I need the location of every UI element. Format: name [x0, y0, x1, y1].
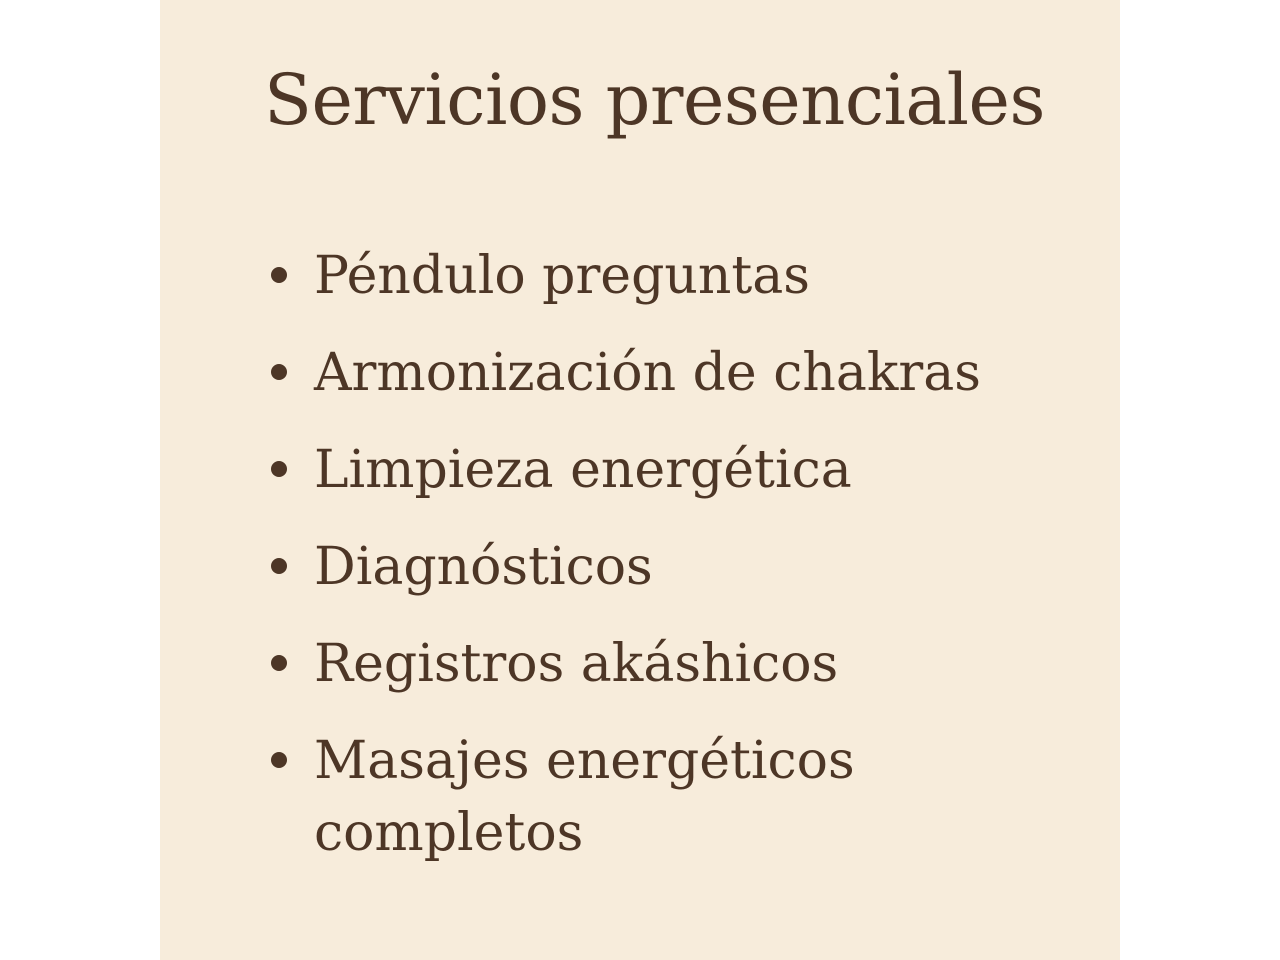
list-item	[264, 434, 1024, 506]
bullet-icon	[271, 461, 287, 477]
list-item	[264, 531, 1024, 603]
service-label: Péndulo preguntas	[314, 246, 810, 306]
list-item	[264, 337, 1024, 409]
bullet-icon	[271, 655, 287, 671]
services-card	[160, 0, 1120, 960]
services-list	[264, 240, 1024, 894]
service-label: Diagnósticos	[314, 537, 653, 597]
bullet-icon	[271, 752, 287, 768]
list-item	[264, 628, 1024, 700]
service-label: Registros akáshicos	[314, 634, 839, 694]
bullet-icon	[271, 364, 287, 380]
bullet-icon	[271, 558, 287, 574]
list-item	[264, 725, 1024, 869]
service-label: Armonización de chakras	[314, 343, 981, 403]
service-label: Limpieza energética	[314, 440, 852, 500]
service-label: Masajes energéticos completos	[314, 731, 855, 863]
page-title: Servicios presenciales	[264, 59, 1045, 141]
list-item	[264, 240, 1024, 312]
bullet-icon	[271, 267, 287, 283]
